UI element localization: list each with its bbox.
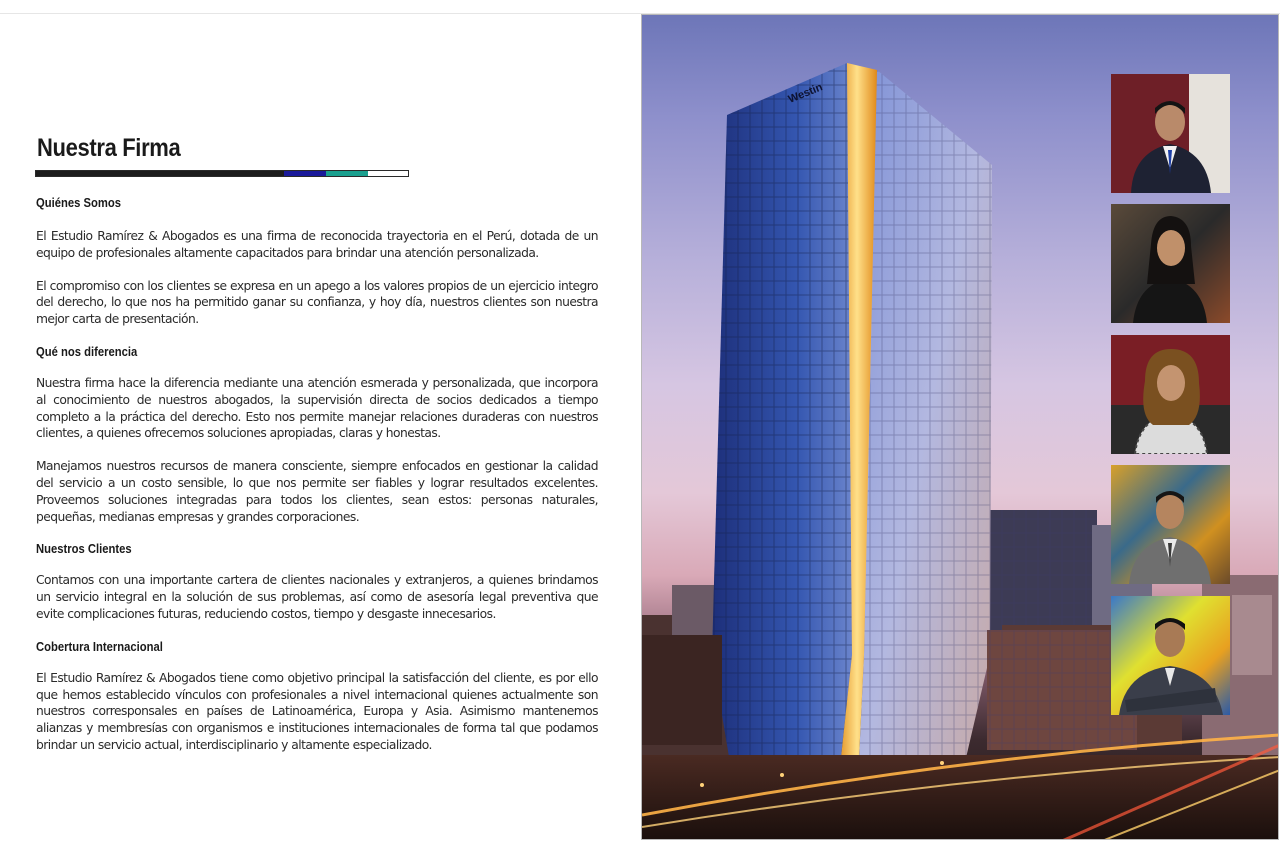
svg-text:Westin: Westin	[786, 81, 825, 106]
person-illustration	[1111, 465, 1230, 584]
staff-photo-woman-blazer	[1111, 204, 1230, 323]
staff-photo-man-crossed-arms	[1111, 596, 1230, 715]
person-illustration	[1111, 204, 1230, 323]
paragraph-quienes-somos-1: El Estudio Ramírez & Abogados es una firma de reconocida trayectoria en el Perú, dotada de un equipo de profesionales altamente capacitados para brindar una atención personalizada.	[36, 229, 598, 260]
paragraph-diferencia-2: Manejamos nuestros recursos de manera consciente, siempre enfocados en gestionar la calidad del servicio a un costo sensible, lo que nos permite ser fiables y lograr resultados excelentes. Proveemos soluciones integradas para todos los clientes, sean estos: personas naturales, pequeñas, medianas empresas y grandes corporaciones.	[36, 459, 598, 524]
person-illustration	[1111, 74, 1230, 193]
section-heading-que-nos-diferencia: Qué nos diferencia	[36, 344, 138, 359]
staff-photo-woman-curly-hair	[1111, 335, 1230, 454]
section-heading-cobertura-internacional: Cobertura Internacional	[36, 639, 163, 654]
title-bar-dark-segment	[36, 171, 284, 176]
title-bar-teal-segment	[326, 171, 368, 176]
paragraph-quienes-somos-2: El compromiso con los clientes se expresa en un apego a los valores propios de un ejercicio integro del derecho, lo que nos ha permitido ganar su confianza, y hoy día, nuestros clientes son nuestra mejor carta de presentación.	[36, 278, 598, 327]
paragraph-cobertura-1: El Estudio Ramírez & Abogados tiene como objetivo principal la satisfacción del cliente, es por ello que hemos establecido vínculos con profesionales a nivel internacional quienes actualmente son nuestros corresponsales en países de Latinoamérica, Europa y Asia. Asimismo mantenemos alianzas y membresías con organismos e instituciones internacionales de forma tal que podamos brindar un servicio actual, interdisciplinario y altamente especializado.	[36, 670, 598, 752]
paragraph-clientes-1: Contamos con una importante cartera de clientes nacionales y extranjeros, a quienes brindamos un servicio integral en la solución de sus problemas, así como de asesoría legal preventiva que evite complicaciones futuras, reduciendo costos, tiempo y desgaste innecesarios.	[36, 573, 598, 621]
title-color-bar	[35, 170, 409, 177]
page-title: Nuestra Firma	[37, 134, 181, 162]
person-illustration	[1111, 335, 1230, 454]
staff-photo-man-gray-suit	[1111, 465, 1230, 584]
firm-text-column	[36, 134, 598, 754]
section-heading-nuestros-clientes: Nuestros Clientes	[36, 542, 132, 557]
title-bar-blue-segment	[284, 171, 326, 176]
title-bar-white-segment	[368, 171, 408, 176]
paragraph-diferencia-1: Nuestra firma hace la diferencia mediante una atención esmerada y personalizada, que incorpora al conocimiento de nuestros abogados, la supervisión directa de socios dedicados a tiempo completo a la práctica del derecho. Esto nos permite manejar relaciones duraderas con nuestros clientes, a quienes ofrecemos soluciones apropiadas, claras y honestas.	[36, 375, 598, 441]
staff-photo-man-suit	[1111, 74, 1230, 193]
section-heading-quienes-somos: Quiénes Somos	[36, 196, 122, 210]
person-illustration	[1111, 596, 1230, 715]
